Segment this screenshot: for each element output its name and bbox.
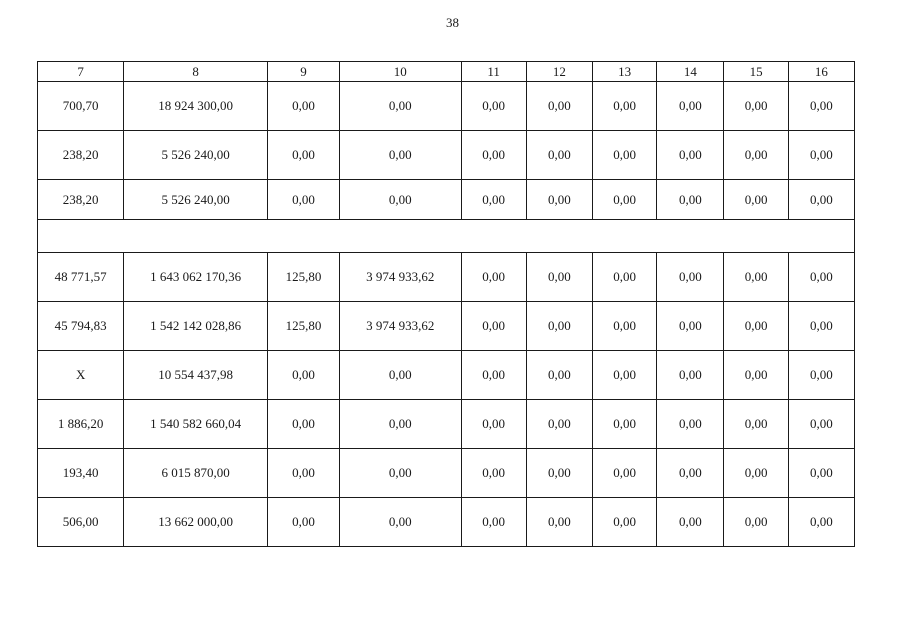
table-cell: 0,00 xyxy=(526,302,592,351)
table-separator-row xyxy=(38,220,855,253)
table-cell: 3 974 933,62 xyxy=(340,253,461,302)
blank-merged-cell xyxy=(38,220,855,253)
table-cell: 0,00 xyxy=(657,449,724,498)
table-cell: 0,00 xyxy=(788,180,854,220)
table-cell: 0,00 xyxy=(267,498,339,547)
table-row xyxy=(38,498,855,547)
table-cell: 0,00 xyxy=(340,180,461,220)
table-row xyxy=(38,82,855,131)
table-cell: 0,00 xyxy=(592,180,656,220)
column-header: 8 xyxy=(124,62,268,82)
table-cell: 0,00 xyxy=(461,449,526,498)
table-cell: 0,00 xyxy=(340,449,461,498)
table-cell: 0,00 xyxy=(592,449,656,498)
table-cell: 0,00 xyxy=(788,400,854,449)
table-row xyxy=(38,449,855,498)
table-cell: 0,00 xyxy=(724,180,788,220)
table-cell: 0,00 xyxy=(461,302,526,351)
table-cell: 0,00 xyxy=(340,351,461,400)
table-cell: 0,00 xyxy=(657,180,724,220)
table-cell: 0,00 xyxy=(526,82,592,131)
table-cell: 0,00 xyxy=(724,253,788,302)
table-cell: 5 526 240,00 xyxy=(124,131,268,180)
table-cell: 0,00 xyxy=(592,400,656,449)
table-cell: 10 554 437,98 xyxy=(124,351,268,400)
table-cell: 0,00 xyxy=(724,302,788,351)
table-cell: 13 662 000,00 xyxy=(124,498,268,547)
table-cell: 0,00 xyxy=(592,302,656,351)
table-cell: 0,00 xyxy=(461,180,526,220)
table-cell: 0,00 xyxy=(788,82,854,131)
table-cell: 0,00 xyxy=(461,351,526,400)
table-cell: 0,00 xyxy=(526,253,592,302)
table-cell: 0,00 xyxy=(657,131,724,180)
table-cell: 1 886,20 xyxy=(38,400,124,449)
table-cell: 0,00 xyxy=(657,400,724,449)
table-row xyxy=(38,400,855,449)
table-row xyxy=(38,253,855,302)
table-cell: 0,00 xyxy=(788,351,854,400)
table-cell: 0,00 xyxy=(340,131,461,180)
table-cell: 0,00 xyxy=(724,449,788,498)
column-header: 9 xyxy=(267,62,339,82)
table-cell: 0,00 xyxy=(724,82,788,131)
table-cell: 238,20 xyxy=(38,180,124,220)
table-cell: 0,00 xyxy=(461,131,526,180)
table-cell: 0,00 xyxy=(788,449,854,498)
table-cell: 0,00 xyxy=(267,82,339,131)
table-cell: 0,00 xyxy=(267,180,339,220)
table-cell: 0,00 xyxy=(340,82,461,131)
table-cell: 238,20 xyxy=(38,131,124,180)
page-number: 38 xyxy=(446,15,459,30)
column-header: 14 xyxy=(657,62,724,82)
table-cell: 0,00 xyxy=(788,302,854,351)
table-cell: 125,80 xyxy=(267,302,339,351)
table-cell: 0,00 xyxy=(526,400,592,449)
table-cell: 125,80 xyxy=(267,253,339,302)
table-row xyxy=(38,351,855,400)
table-cell: 0,00 xyxy=(526,180,592,220)
table-cell: 193,40 xyxy=(38,449,124,498)
table-cell: 0,00 xyxy=(267,131,339,180)
table-cell: 0,00 xyxy=(788,498,854,547)
table-cell: 1 643 062 170,36 xyxy=(124,253,268,302)
table-cell: 0,00 xyxy=(724,400,788,449)
table-cell: 0,00 xyxy=(657,302,724,351)
table-cell: 0,00 xyxy=(267,351,339,400)
table-cell: 0,00 xyxy=(788,253,854,302)
table-cell: 0,00 xyxy=(461,82,526,131)
table-cell: 0,00 xyxy=(657,253,724,302)
table-cell: 1 540 582 660,04 xyxy=(124,400,268,449)
table-cell: 0,00 xyxy=(526,498,592,547)
column-header: 16 xyxy=(788,62,854,82)
table-cell: 0,00 xyxy=(340,400,461,449)
table-cell: 1 542 142 028,86 xyxy=(124,302,268,351)
table-cell: 0,00 xyxy=(657,82,724,131)
table-header-row xyxy=(38,62,855,82)
table-cell: 0,00 xyxy=(461,498,526,547)
column-header: 7 xyxy=(38,62,124,82)
table-cell: 0,00 xyxy=(657,351,724,400)
table-cell: 0,00 xyxy=(788,131,854,180)
table-cell: 0,00 xyxy=(526,449,592,498)
column-header: 12 xyxy=(526,62,592,82)
table-cell: 0,00 xyxy=(657,498,724,547)
column-header: 10 xyxy=(340,62,461,82)
table-cell: 0,00 xyxy=(724,498,788,547)
table-cell: 45 794,83 xyxy=(38,302,124,351)
table-cell: X xyxy=(38,351,124,400)
table-cell: 5 526 240,00 xyxy=(124,180,268,220)
table-row xyxy=(38,131,855,180)
table-cell: 0,00 xyxy=(724,131,788,180)
table-row xyxy=(38,302,855,351)
table-row xyxy=(38,180,855,220)
table-cell: 0,00 xyxy=(592,498,656,547)
column-header: 15 xyxy=(724,62,788,82)
table-cell: 0,00 xyxy=(592,253,656,302)
table-cell: 0,00 xyxy=(461,253,526,302)
table-cell: 0,00 xyxy=(461,400,526,449)
table-cell: 0,00 xyxy=(267,449,339,498)
table-cell: 3 974 933,62 xyxy=(340,302,461,351)
table-cell: 506,00 xyxy=(38,498,124,547)
table-cell: 0,00 xyxy=(592,131,656,180)
table-cell: 0,00 xyxy=(724,351,788,400)
table-cell: 6 015 870,00 xyxy=(124,449,268,498)
table-cell: 0,00 xyxy=(526,351,592,400)
table-cell: 48 771,57 xyxy=(38,253,124,302)
table-cell: 0,00 xyxy=(267,400,339,449)
column-header: 11 xyxy=(461,62,526,82)
table-cell: 0,00 xyxy=(592,351,656,400)
table-cell: 18 924 300,00 xyxy=(124,82,268,131)
data-table xyxy=(37,61,855,547)
table-cell: 0,00 xyxy=(340,498,461,547)
column-header: 13 xyxy=(592,62,656,82)
table-cell: 0,00 xyxy=(526,131,592,180)
table-cell: 0,00 xyxy=(592,82,656,131)
table-cell: 700,70 xyxy=(38,82,124,131)
